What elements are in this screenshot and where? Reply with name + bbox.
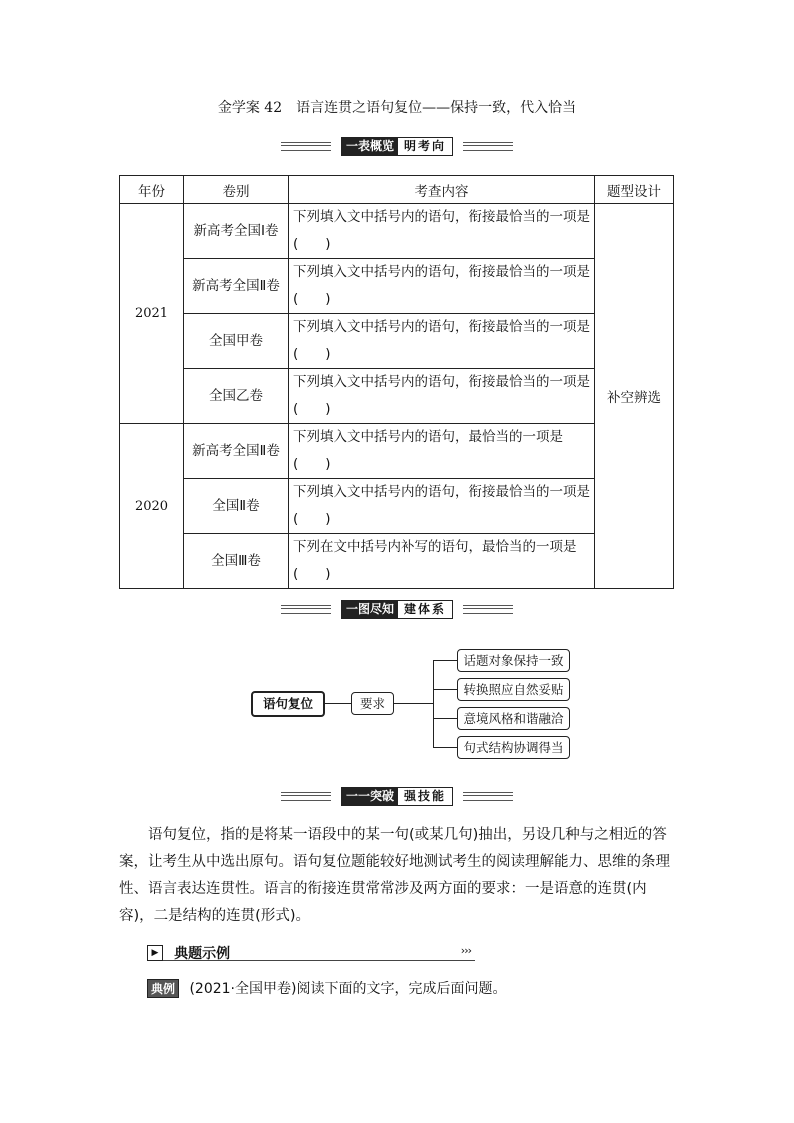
- table-row: [120, 369, 674, 424]
- mindmap-leaf: 意境风格和谐融洽: [457, 707, 570, 730]
- banner-box: [341, 787, 453, 806]
- chevrons-icon: ›››: [460, 944, 471, 957]
- decor-lines-right: [463, 605, 513, 614]
- table-row: [120, 204, 674, 259]
- example-section-heading: [147, 942, 475, 961]
- content-cell: 下列填入文中括号内的语句，衔接最恰当的一项是( ): [289, 259, 595, 314]
- mindmap-leaf: 转换照应自然妥贴: [457, 678, 570, 701]
- table-row: [120, 534, 674, 589]
- example-tag: 典例: [147, 979, 179, 998]
- example-line: [147, 978, 506, 998]
- mindmap-mid: 要求: [351, 692, 394, 715]
- content-cell: 下列填入文中括号内的语句，衔接最恰当的一项是( ): [289, 204, 595, 259]
- paper-cell: 全国Ⅱ卷: [184, 479, 289, 534]
- connector-leaf: [433, 718, 457, 719]
- decor-lines-left: [281, 142, 331, 151]
- section-banner-system: [0, 599, 794, 619]
- year-cell: 2021: [120, 204, 184, 424]
- mindmap-leaf: 句式结构协调得当: [457, 736, 570, 759]
- decor-lines-left: [281, 605, 331, 614]
- content-cell: 下列填入文中括号内的语句，衔接最恰当的一项是( ): [289, 314, 595, 369]
- content-cell: 下列填入文中括号内的语句，衔接最恰当的一项是( ): [289, 369, 595, 424]
- content-cell: 下列填入文中括号内的语句，最恰当的一项是( ): [289, 424, 595, 479]
- table-row: [120, 424, 674, 479]
- page-title: 金学案 42 语言连贯之语句复位——保持一致，代入恰当: [217, 100, 577, 116]
- intro-paragraph: 语句复位，指的是将某一语段中的某一句(或某几句)抽出，另设几种与之相近的答案，让考生从中选出原句。语句复位题能较好地测试考生的阅读理解能力、思维的条理性、语言表达连贯性。语言的衔接连贯常常涉及两方面的要求：一是语意的连贯(内容)，二是结构的连贯(形式)。: [119, 827, 670, 924]
- banner-box: [341, 137, 453, 156]
- header-year: 年份: [120, 176, 184, 204]
- paper-cell: 全国乙卷: [184, 369, 289, 424]
- decor-lines-right: [463, 792, 513, 801]
- paper-cell: 全国Ⅲ卷: [184, 534, 289, 589]
- decor-lines-right: [463, 142, 513, 151]
- mindmap-root: 语句复位: [251, 691, 325, 717]
- header-content: 考查内容: [289, 176, 595, 204]
- header-paper: 卷别: [184, 176, 289, 204]
- banner-dark-label: 一一突破: [342, 788, 398, 805]
- connector-vertical: [433, 660, 434, 747]
- decor-lines-left: [281, 792, 331, 801]
- example-heading-label: 典题示例: [174, 945, 231, 962]
- type-cell: 补空辨选: [595, 204, 674, 589]
- mindmap-leaf: 话题对象保持一致: [457, 649, 570, 672]
- connector-leaf: [433, 747, 457, 748]
- play-icon: ▶: [147, 945, 163, 961]
- banner-light-label: 建体系: [404, 601, 447, 616]
- table-header-row: [120, 176, 674, 204]
- paper-cell: 新高考全国Ⅱ卷: [184, 259, 289, 314]
- exam-table: [119, 175, 674, 589]
- example-text: (2021·全国甲卷)阅读下面的文字，完成后面问题。: [189, 981, 507, 997]
- banner-box: [341, 600, 453, 619]
- section-banner-overview: [0, 136, 794, 156]
- section-banner-skills: [0, 786, 794, 806]
- content-cell: 下列填入文中括号内的语句，衔接最恰当的一项是( ): [289, 479, 595, 534]
- banner-light-label: 明考向: [404, 138, 447, 153]
- paper-cell: 新高考全国Ⅱ卷: [184, 424, 289, 479]
- connector-root-mid: [324, 703, 351, 704]
- banner-dark-label: 一图尽知: [342, 601, 398, 618]
- connector-leaf: [433, 660, 457, 661]
- connector-leaf: [433, 689, 457, 690]
- table-row: [120, 259, 674, 314]
- content-cell: 下列在文中括号内补写的语句，最恰当的一项是( ): [289, 534, 595, 589]
- table-row: [120, 314, 674, 369]
- connector-mid-branch: [393, 703, 433, 704]
- banner-dark-label: 一表概览: [342, 138, 398, 155]
- banner-light-label: 强技能: [404, 788, 447, 803]
- table-row: [120, 479, 674, 534]
- header-type: 题型设计: [595, 176, 674, 204]
- paper-cell: 全国甲卷: [184, 314, 289, 369]
- paper-cell: 新高考全国Ⅰ卷: [184, 204, 289, 259]
- year-cell: 2020: [120, 424, 184, 589]
